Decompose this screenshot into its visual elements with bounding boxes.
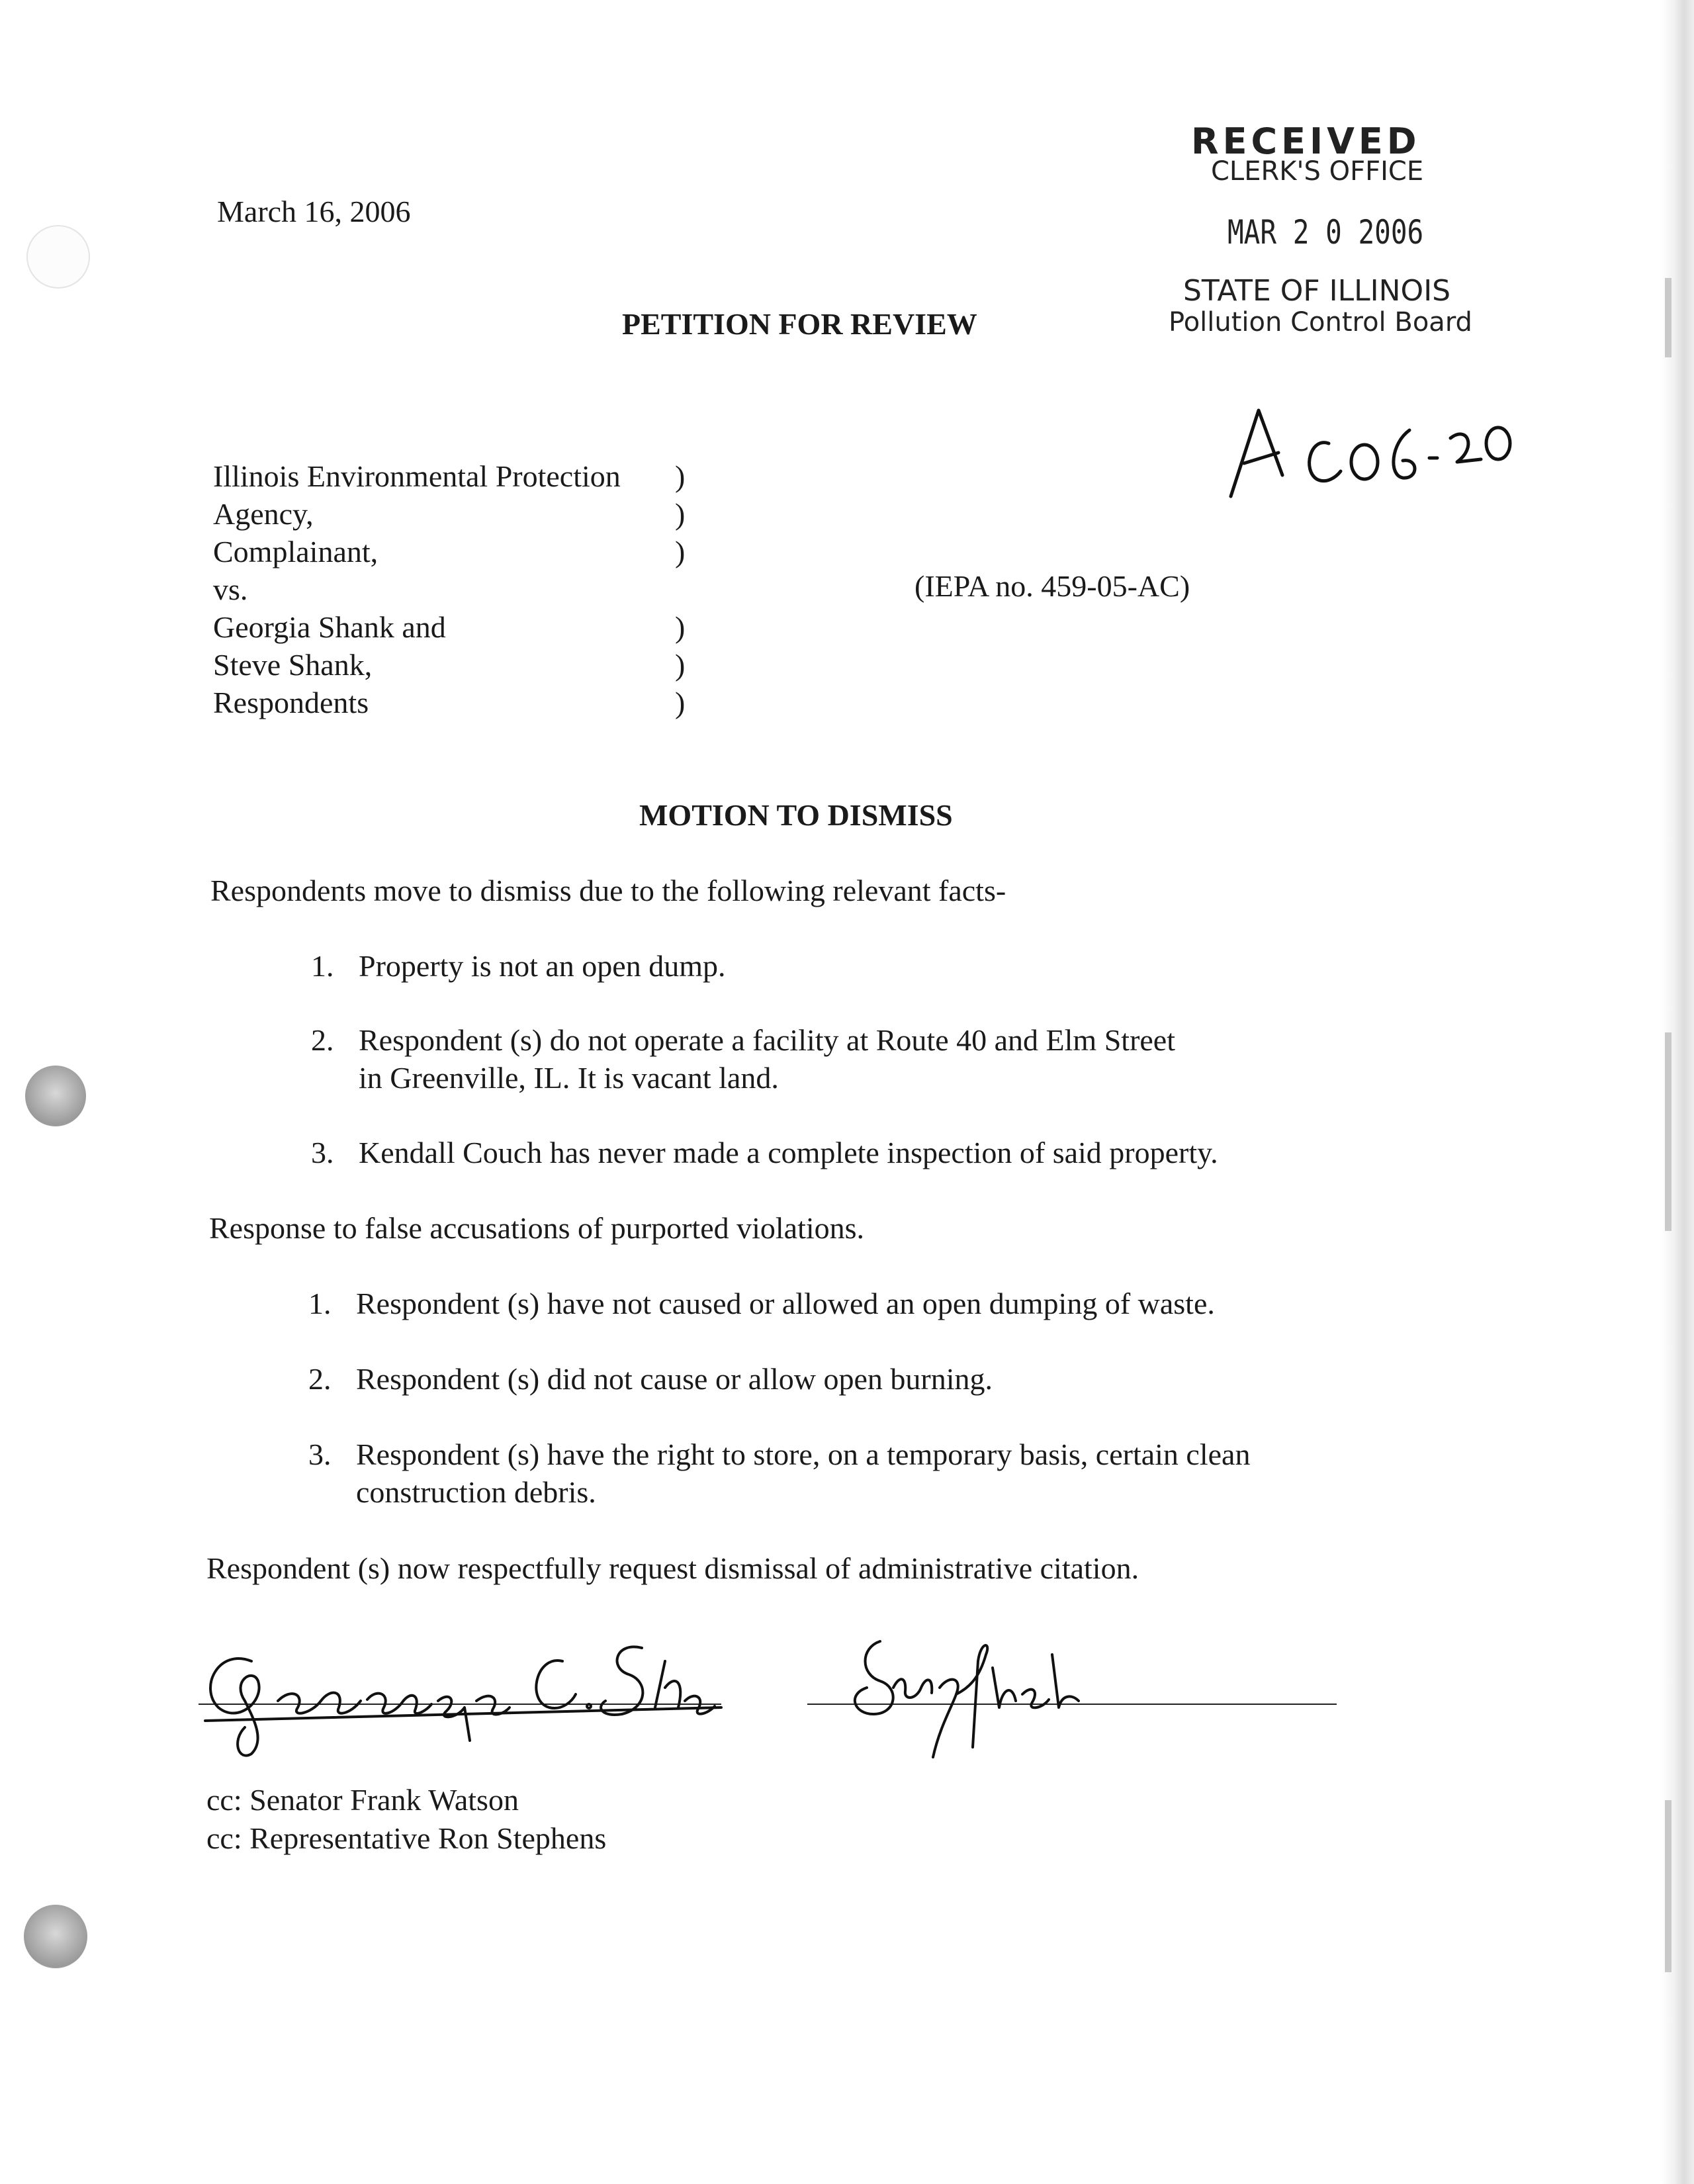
caption-paren: ) <box>675 535 686 569</box>
page-heading: PETITION FOR REVIEW <box>622 307 977 341</box>
caption-line: Respondents <box>213 686 369 719</box>
stamp-board: Pollution Control Board <box>1169 307 1472 338</box>
punch-hole <box>24 1905 87 1968</box>
caption-paren: ) <box>675 686 686 719</box>
list-item: Respondent (s) did not cause or allow open burning. <box>356 1362 993 1396</box>
list-item: in Greenville, IL. It is vacant land. <box>359 1061 779 1095</box>
signature-steve-shank <box>834 1615 1085 1767</box>
hw-digit-two <box>1450 434 1481 462</box>
list-number: 1. <box>311 949 334 983</box>
punch-hole <box>25 1066 86 1126</box>
list-item: construction debris. <box>356 1475 596 1509</box>
caption-line: Illinois Environmental Protection <box>213 459 621 493</box>
list-item: Respondent (s) have not caused or allowed an open dumping of waste. <box>356 1287 1215 1320</box>
stamp-state: STATE OF ILLINOIS <box>1183 274 1451 308</box>
caption-line: Steve Shank, <box>213 648 373 682</box>
letter-date: March 16, 2006 <box>217 195 411 228</box>
list-number: 3. <box>308 1437 332 1471</box>
stamp-received: RECEIVED <box>1191 120 1421 162</box>
motion-intro: Respondents move to dismiss due to the following relevant facts- <box>210 874 1006 907</box>
hw-digit-six <box>1394 430 1415 478</box>
hw-digit-zero <box>1351 445 1378 479</box>
scan-edge-mark <box>1665 1032 1672 1231</box>
iepa-number: (IEPA no. 459-05-AC) <box>914 569 1190 603</box>
caption-paren: ) <box>675 459 686 493</box>
list-number: 2. <box>311 1023 334 1057</box>
signature-georgia-shank <box>192 1608 735 1760</box>
scan-edge-mark <box>1665 1800 1672 1972</box>
scan-edge-mark <box>1665 278 1672 357</box>
list-number: 1. <box>308 1287 332 1320</box>
list-item: Respondent (s) do not operate a facility at Route 40 and Elm Street <box>359 1023 1176 1057</box>
list-item: Kendall Couch has never made a complete inspection of said property. <box>359 1136 1218 1169</box>
caption-paren: ) <box>675 497 686 531</box>
punch-hole-ghost <box>26 225 90 289</box>
response-intro: Response to false accusations of purported violations. <box>209 1211 865 1245</box>
list-number: 3. <box>311 1136 334 1169</box>
caption-line: Agency, <box>213 497 314 531</box>
hw-letter-c <box>1310 443 1341 481</box>
cc-line: cc: Senator Frank Watson <box>206 1783 519 1817</box>
motion-title: MOTION TO DISMISS <box>639 798 953 832</box>
stamp-date: MAR 2 0 2006 <box>1227 213 1424 251</box>
caption-paren: ) <box>675 648 686 682</box>
hw-letter-a-bar <box>1244 453 1278 463</box>
cc-line: cc: Representative Ron Stephens <box>206 1821 607 1855</box>
caption-paren: ) <box>675 610 686 644</box>
hw-digit-zero <box>1486 428 1510 459</box>
caption-line: Complainant, <box>213 535 379 569</box>
list-number: 2. <box>308 1362 332 1396</box>
stamp-office: CLERK'S OFFICE <box>1211 156 1424 187</box>
handwritten-case-number <box>1218 397 1515 516</box>
list-item: Respondent (s) have the right to store, on a temporary basis, certain clean <box>356 1437 1251 1471</box>
list-item: Property is not an open dump. <box>359 949 726 983</box>
closing-request: Respondent (s) now respectfully request dismissal of administrative citation. <box>206 1551 1139 1585</box>
caption-line: vs. <box>213 572 248 606</box>
caption-line: Georgia Shank and <box>213 610 446 644</box>
